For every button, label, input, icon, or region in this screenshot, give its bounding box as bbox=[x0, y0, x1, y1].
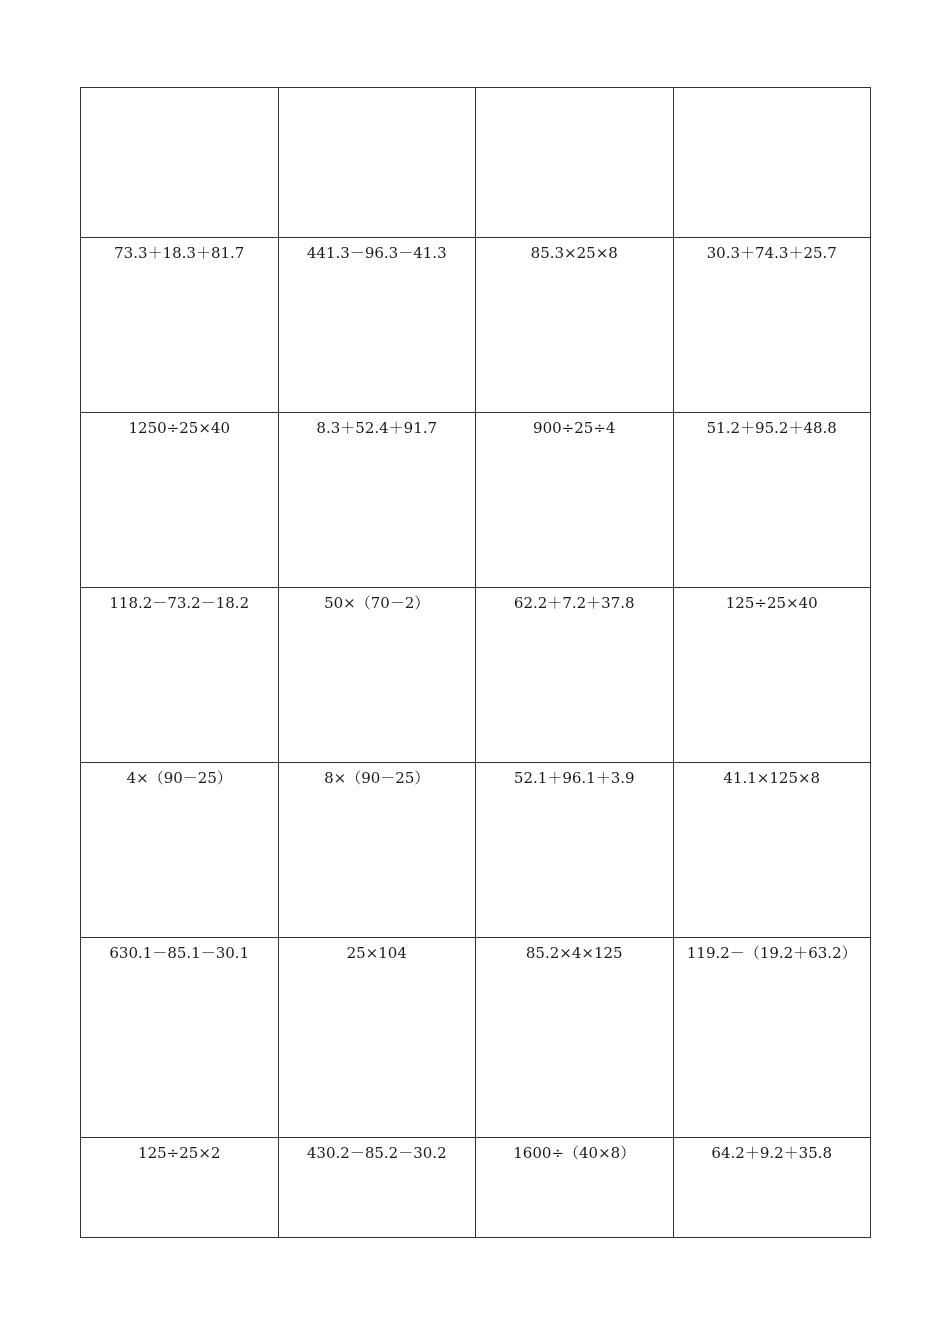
expression-text: 85.2×4×125 bbox=[525, 944, 623, 962]
problem-cell bbox=[673, 588, 871, 763]
problem-cell bbox=[278, 238, 476, 413]
problem-cell bbox=[278, 938, 476, 1138]
problem-cell bbox=[673, 238, 871, 413]
problem-cell bbox=[278, 763, 476, 938]
expression-text: 51.2＋95.2＋48.8 bbox=[706, 419, 837, 437]
answer-cell bbox=[278, 88, 476, 238]
expression-text: 4×（90－25） bbox=[126, 769, 232, 787]
problem-cell bbox=[81, 238, 279, 413]
expression-text: 73.3＋18.3＋81.7 bbox=[114, 244, 245, 262]
table-row bbox=[81, 1138, 871, 1238]
expression-text: 25×104 bbox=[346, 944, 407, 962]
problem-cell bbox=[476, 1138, 674, 1238]
expression-text: 119.2－（19.2＋63.2） bbox=[686, 944, 857, 962]
expression-text: 30.3＋74.3＋25.7 bbox=[706, 244, 837, 262]
problem-cell bbox=[673, 763, 871, 938]
problem-cell bbox=[278, 413, 476, 588]
expression-text: 630.1－85.1－30.1 bbox=[109, 944, 250, 962]
expression-text: 85.3×25×8 bbox=[530, 244, 618, 262]
table-row bbox=[81, 938, 871, 1138]
expression-text: 62.2＋7.2＋37.8 bbox=[513, 594, 635, 612]
problem-cell bbox=[81, 938, 279, 1138]
answer-cell bbox=[476, 88, 674, 238]
expression-text: 125÷25×2 bbox=[138, 1144, 221, 1162]
expression-text: 52.1＋96.1＋3.9 bbox=[513, 769, 635, 787]
expression-text: 1250÷25×40 bbox=[128, 419, 230, 437]
problem-cell bbox=[81, 1138, 279, 1238]
problem-cell bbox=[476, 938, 674, 1138]
table-row bbox=[81, 413, 871, 588]
expression-text: 41.1×125×8 bbox=[723, 769, 821, 787]
problem-cell bbox=[81, 588, 279, 763]
problem-cell bbox=[278, 588, 476, 763]
expression-text: 50×（70－2） bbox=[324, 594, 430, 612]
expression-text: 900÷25÷4 bbox=[533, 419, 616, 437]
expression-text: 1600÷（40×8） bbox=[513, 1144, 636, 1162]
problem-cell bbox=[673, 938, 871, 1138]
table-row bbox=[81, 763, 871, 938]
expression-text: 441.3－96.3－41.3 bbox=[306, 244, 447, 262]
expression-text: 118.2－73.2－18.2 bbox=[109, 594, 250, 612]
arithmetic-worksheet-table bbox=[80, 87, 871, 1238]
problem-cell bbox=[476, 588, 674, 763]
problem-cell bbox=[476, 238, 674, 413]
expression-text: 64.2＋9.2＋35.8 bbox=[711, 1144, 833, 1162]
problem-cell bbox=[673, 1138, 871, 1238]
answer-cell bbox=[81, 88, 279, 238]
expression-text: 8×（90－25） bbox=[324, 769, 430, 787]
problem-cell bbox=[476, 763, 674, 938]
problem-cell bbox=[278, 1138, 476, 1238]
problem-cell bbox=[81, 413, 279, 588]
expression-text: 125÷25×40 bbox=[725, 594, 818, 612]
table-row bbox=[81, 588, 871, 763]
expression-text: 8.3＋52.4＋91.7 bbox=[316, 419, 438, 437]
expression-text: 430.2－85.2－30.2 bbox=[306, 1144, 447, 1162]
table-row bbox=[81, 88, 871, 238]
answer-cell bbox=[673, 88, 871, 238]
problem-cell bbox=[476, 413, 674, 588]
problem-cell bbox=[673, 413, 871, 588]
table-row bbox=[81, 238, 871, 413]
problem-cell bbox=[81, 763, 279, 938]
